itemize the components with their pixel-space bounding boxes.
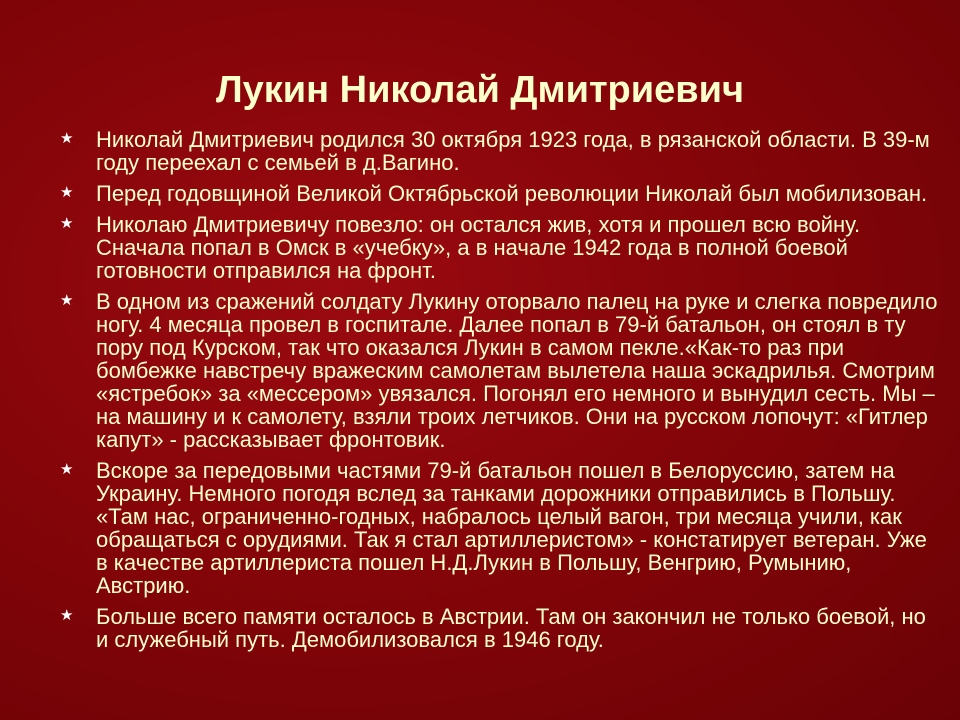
- star-icon: ★: [60, 291, 74, 309]
- bullet-text: Николаю Дмитриевичу повезло: он остался жив, хотя и прошел всю войну. Сначала попал в Омск в «учебку», а в начале 1942 года в полной боевой готовности отправился на фронт.: [96, 212, 861, 283]
- bullet-item: [60, 459, 940, 597]
- bullet-item: [60, 605, 940, 651]
- bullet-item: [60, 290, 940, 451]
- bullet-text: Николай Дмитриевич родился 30 октября 1923 года, в рязанской области. В 39-м году переехал с семьей в д.Вагино.: [96, 127, 930, 175]
- star-icon: ★: [60, 183, 74, 201]
- star-icon: ★: [60, 460, 74, 478]
- bullet-text: Больше всего памяти осталось в Австрии. Там он закончил не только боевой, но и служебный путь. Демобилизовался в 1946 году.: [96, 604, 926, 652]
- slide-title: Лукин Николай Дмитриевич: [215, 69, 745, 111]
- star-icon: ★: [60, 606, 74, 624]
- star-icon: ★: [60, 214, 74, 232]
- bullet-list: [60, 128, 940, 659]
- bullet-text: Вскоре за передовыми частями 79-й батальон пошел в Белоруссию, затем на Украину. Немного погодя вслед за танками дорожники отправились в Польшу. «Там нас, ограниченно-годных, набралось целый вагон, три месяца учили, как обращаться с орудиями. Так я стал артиллеристом» - констатирует ветеран. Уже в качестве артиллериста пошел Н.Д.Лукин в Польшу, Венгрию, Румынию, Австрию.: [96, 458, 927, 598]
- bullet-item: [60, 182, 940, 205]
- star-icon: ★: [60, 129, 74, 147]
- bullet-item: [60, 213, 940, 282]
- bullet-text: Перед годовщиной Великой Октябрьской революции Николай был мобилизован.: [96, 181, 928, 206]
- bullet-text: В одном из сражений солдату Лукину оторвало палец на руке и слегка повредило ногу. 4 месяца провел в госпитале. Далее попал в 79-й батальон, он стоял в ту пору под Курском, так что оказался Лукин в самом пекле.«Как-то раз при бомбежке навстречу вражеским самолетам вылетела наша эскадрилья. Смотрим «ястребок» за «мессером» увязался. Погонял его немного и вынудил сесть. Мы – на машину и к самолету, взяли троих летчиков. Они на русском лопочут: «Гитлер капут» - рассказывает фронтовик.: [96, 289, 938, 452]
- bullet-item: [60, 128, 940, 174]
